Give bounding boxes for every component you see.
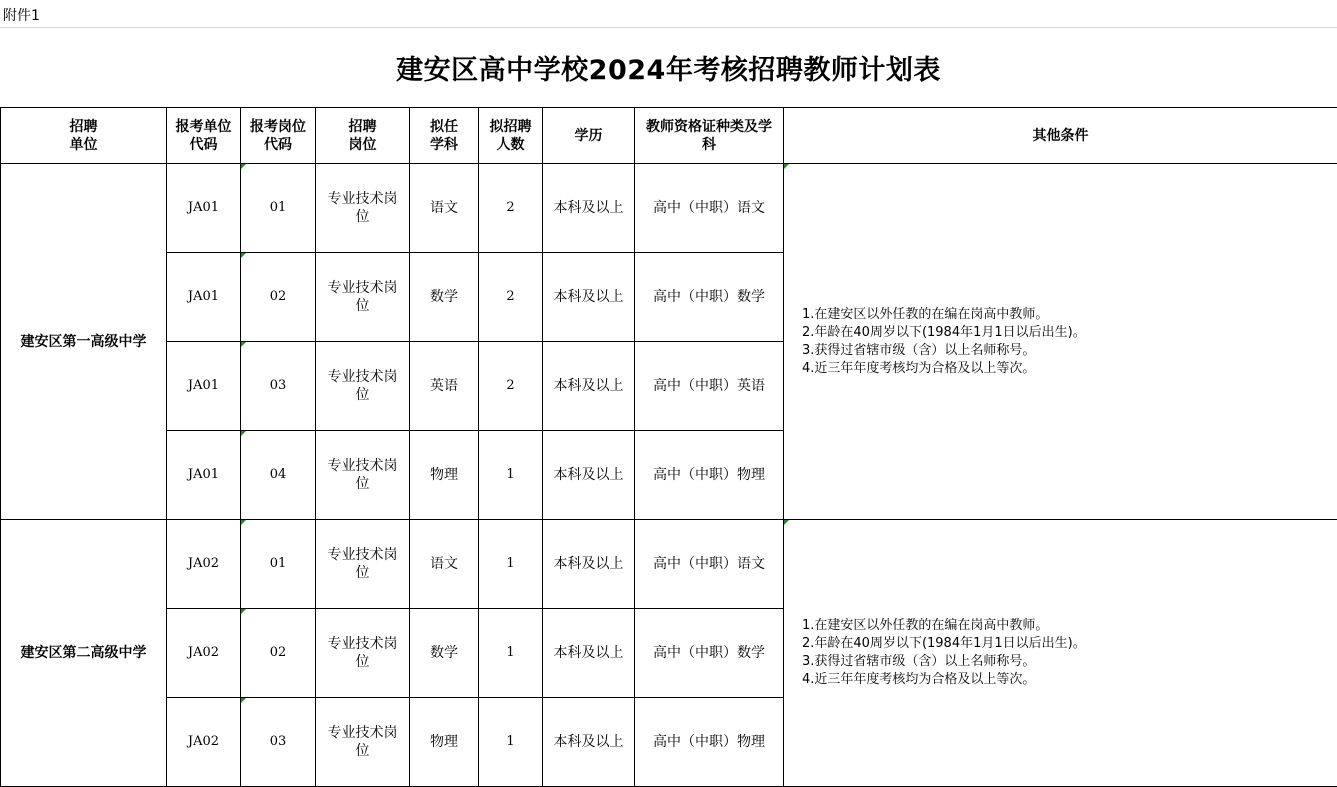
condition-item: 1.在建安区以外任教的在编在岗高中教师。	[802, 618, 1049, 633]
header-unit: 招聘 单位	[1, 108, 167, 164]
count-cell: 2	[479, 164, 543, 253]
condition-item: 3.获得过省辖市级（含）以上名师称号。	[802, 654, 1036, 669]
post-code-cell: 02	[241, 609, 316, 698]
condition-item: 4.近三年年度考核均为合格及以上等次。	[802, 672, 1036, 687]
header-post: 招聘 岗位	[316, 108, 410, 164]
comment-marker	[784, 520, 789, 525]
education-cell: 本科及以上	[543, 520, 635, 609]
post-code-cell: 01	[241, 520, 316, 609]
post-cell: 专业技术岗 位	[316, 253, 410, 342]
certificate-cell: 高中（中职）数学	[635, 253, 784, 342]
comment-marker	[241, 253, 246, 258]
unit-code-cell: JA02	[167, 520, 241, 609]
header-post-code: 报考岗位 代码	[241, 108, 316, 164]
conditions-cell	[784, 164, 1337, 520]
count-cell: 1	[479, 698, 543, 787]
count-cell: 2	[479, 342, 543, 431]
count-cell: 1	[479, 431, 543, 520]
unit-name: 建安区第一高级中学	[1, 164, 167, 520]
subject-cell: 数学	[410, 253, 479, 342]
education-cell: 本科及以上	[543, 698, 635, 787]
count-cell: 1	[479, 520, 543, 609]
comment-marker	[241, 698, 246, 703]
condition-item: 4.近三年年度考核均为合格及以上等次。	[802, 360, 1036, 376]
table-row	[1, 164, 1337, 253]
post-cell: 专业技术岗 位	[316, 342, 410, 431]
recruitment-plan-table	[0, 107, 1337, 787]
post-cell: 专业技术岗 位	[316, 698, 410, 787]
header-row	[1, 108, 1337, 164]
subject-cell: 语文	[410, 164, 479, 253]
header-count: 拟招聘 人数	[479, 108, 543, 164]
conditions-cell	[784, 520, 1337, 787]
unit-code-cell: JA01	[167, 253, 241, 342]
post-cell: 专业技术岗 位	[316, 164, 410, 253]
post-code-cell: 02	[241, 253, 316, 342]
condition-item: 2.年龄在40周岁以下(1984年1月1日以后出生)。	[802, 636, 1086, 651]
certificate-cell: 高中（中职）物理	[635, 698, 784, 787]
header-conditions: 其他条件	[784, 108, 1337, 164]
unit-code-cell: JA01	[167, 342, 241, 431]
education-cell: 本科及以上	[543, 609, 635, 698]
comment-marker	[784, 164, 789, 169]
certificate-cell: 高中（中职）语文	[635, 164, 784, 253]
certificate-cell: 高中（中职）英语	[635, 342, 784, 431]
comment-marker	[241, 609, 246, 614]
unit-code-cell: JA02	[167, 698, 241, 787]
comment-marker	[241, 342, 246, 347]
count-cell: 1	[479, 609, 543, 698]
comment-marker	[241, 164, 246, 169]
post-code-cell: 03	[241, 342, 316, 431]
subject-cell: 物理	[410, 431, 479, 520]
comment-marker	[241, 431, 246, 436]
education-cell: 本科及以上	[543, 164, 635, 253]
count-cell: 2	[479, 253, 543, 342]
header-education: 学历	[543, 108, 635, 164]
subject-cell: 语文	[410, 520, 479, 609]
condition-item: 3.获得过省辖市级（含）以上名师称号。	[802, 342, 1036, 358]
attachment-label: 附件1	[3, 8, 40, 24]
certificate-cell: 高中（中职）语文	[635, 520, 784, 609]
post-cell: 专业技术岗 位	[316, 520, 410, 609]
title-banner	[0, 27, 1337, 107]
certificate-cell: 高中（中职）数学	[635, 609, 784, 698]
table-row	[1, 520, 1337, 609]
post-code-cell: 03	[241, 698, 316, 787]
header-subject: 拟任 学科	[410, 108, 479, 164]
page-title: 建安区高中学校2024年考核招聘教师计划表	[396, 55, 941, 86]
education-cell: 本科及以上	[543, 342, 635, 431]
condition-item: 2.年龄在40周岁以下(1984年1月1日以后出生)。	[802, 324, 1086, 340]
unit-code-cell: JA01	[167, 431, 241, 520]
header-unit-code: 报考单位 代码	[167, 108, 241, 164]
post-code-cell: 04	[241, 431, 316, 520]
unit-name: 建安区第二高级中学	[1, 520, 167, 787]
comment-marker	[241, 520, 246, 525]
education-cell: 本科及以上	[543, 431, 635, 520]
education-cell: 本科及以上	[543, 253, 635, 342]
post-code-cell: 01	[241, 164, 316, 253]
post-cell: 专业技术岗 位	[316, 431, 410, 520]
subject-cell: 物理	[410, 698, 479, 787]
condition-item: 1.在建安区以外任教的在编在岗高中教师。	[802, 306, 1049, 322]
post-cell: 专业技术岗 位	[316, 609, 410, 698]
unit-code-cell: JA01	[167, 164, 241, 253]
certificate-cell: 高中（中职）物理	[635, 431, 784, 520]
unit-code-cell: JA02	[167, 609, 241, 698]
subject-cell: 数学	[410, 609, 479, 698]
subject-cell: 英语	[410, 342, 479, 431]
header-certificate: 教师资格证种类及学 科	[635, 108, 784, 164]
